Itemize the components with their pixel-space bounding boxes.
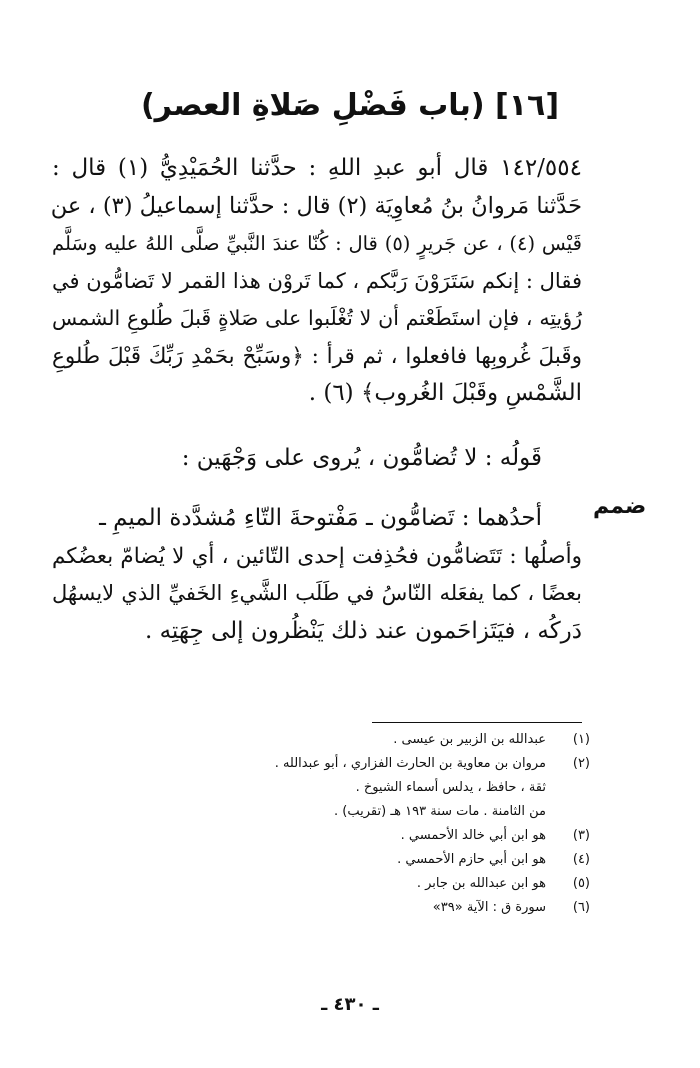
footnote-number: (٦) xyxy=(572,900,590,915)
explanation-line: أحدُهما : تَضامُّون ـ مَفْتوحةَ التّاءِ مُشدَّدة الميمِ ـ xyxy=(99,505,542,531)
explanation-text xyxy=(52,500,582,650)
footnote-text: ثقة ، حافظ ، يدلس أسماء الشيوخ . xyxy=(355,780,546,795)
remark-text xyxy=(52,440,582,478)
footnote-number: (٤) xyxy=(572,852,590,867)
footnote-text: هو ابن أبي خالد الأحمسي . xyxy=(400,828,546,843)
footnote xyxy=(110,824,590,848)
footnote-text: مروان بن معاوية بن الحارث الفزاري ، أبو عبدالله . xyxy=(274,756,546,771)
footnote xyxy=(110,728,590,752)
hadith-line: قَيْس (٤) ، عن جَريرٍ (٥) قال : كُنّا عندَ النَّبيِّ صلَّى اللهُ عليه وسَلَّم xyxy=(52,232,582,255)
hadith-line: ١٤٢/٥٥٤ قال أبو عبدِ اللهِ : حدَّثنا الحُمَيْدِيُّ (١) قال : xyxy=(52,155,582,181)
hadith-line: حَدَّثنا مَروانُ بنُ مُعاوِيَة (٢) قال : حدَّثنا إسماعيلُ (٣) ، عن xyxy=(50,192,582,219)
hadith-line: وقَبلَ غُروبِها فافعلوا ، ثم قرأ : ﴿وسَبِّحْ بحَمْدِ رَبِّكَ قَبْلَ طُلوعِ xyxy=(52,343,582,369)
footnote-text: هو ابن أبي حازم الأحمسي . xyxy=(397,852,546,867)
footnote-number xyxy=(546,800,590,824)
explanation-line: بعضًا ، كما يفعَله النّاسُ في طَلَب الشَّيءِ الخَفيِّ الذي لايسهُل xyxy=(52,581,582,605)
footnote-number: (٥) xyxy=(572,876,590,891)
footnote xyxy=(110,848,590,872)
footnote-separator xyxy=(372,722,582,723)
footnote-number: (١) xyxy=(572,732,590,747)
hadith-text xyxy=(52,150,582,413)
footnote xyxy=(110,896,590,920)
footnote-number xyxy=(546,776,590,800)
footnote-text: هو ابن عبدالله بن جابر . xyxy=(416,876,546,891)
chapter-title: [١٦] (باب فَضْلِ صَلاةِ العصر) xyxy=(140,88,560,123)
footnote-number: (٣) xyxy=(572,828,590,843)
footnotes xyxy=(110,728,590,920)
margin-root-note: ضمم xyxy=(593,494,647,519)
explanation-line: وأصلُها : تَتَضامُّون فحُذِفت إحدى التّائين ، أي لا يُضامّ بعضُكم xyxy=(52,543,582,569)
footnote-text: سورة ق : الآية «٣٩» xyxy=(432,900,546,915)
remark-line: قَولُه : لا تُضامُّون ، يُروى على وَجْهَين : xyxy=(181,445,542,471)
footnote-text: من الثامنة . مات سنة ١٩٣ هـ (تقريب) . xyxy=(334,804,546,819)
footnote-number: (٢) xyxy=(572,756,590,771)
footnote xyxy=(110,752,590,776)
page-number: ـ ٤٣٠ ـ xyxy=(321,994,379,1015)
hadith-line: الشَّمْسِ وقَبْلَ الغُروب﴾ (٦) . xyxy=(308,380,582,406)
footnote xyxy=(110,872,590,896)
hadith-line: فقال : إنكم سَتَرَوْنَ رَبَّكم ، كما تَروْن هذا القمر لا تَضامُّون في xyxy=(52,268,582,293)
footnote xyxy=(110,776,590,800)
footnote xyxy=(110,800,590,824)
footnote-text: عبدالله بن الزبير بن عيسى . xyxy=(393,732,546,747)
explanation-line: دَركُه ، فيَتَزاحَمون عند ذلك يَنْظُرون إلى جِهَتِه . xyxy=(144,617,582,644)
hadith-line: رُؤيتِه ، فإن استَطَعْتم أن لا تُغْلَبوا على صَلاةٍ قَبلَ طُلوعِ الشمس xyxy=(52,306,582,330)
